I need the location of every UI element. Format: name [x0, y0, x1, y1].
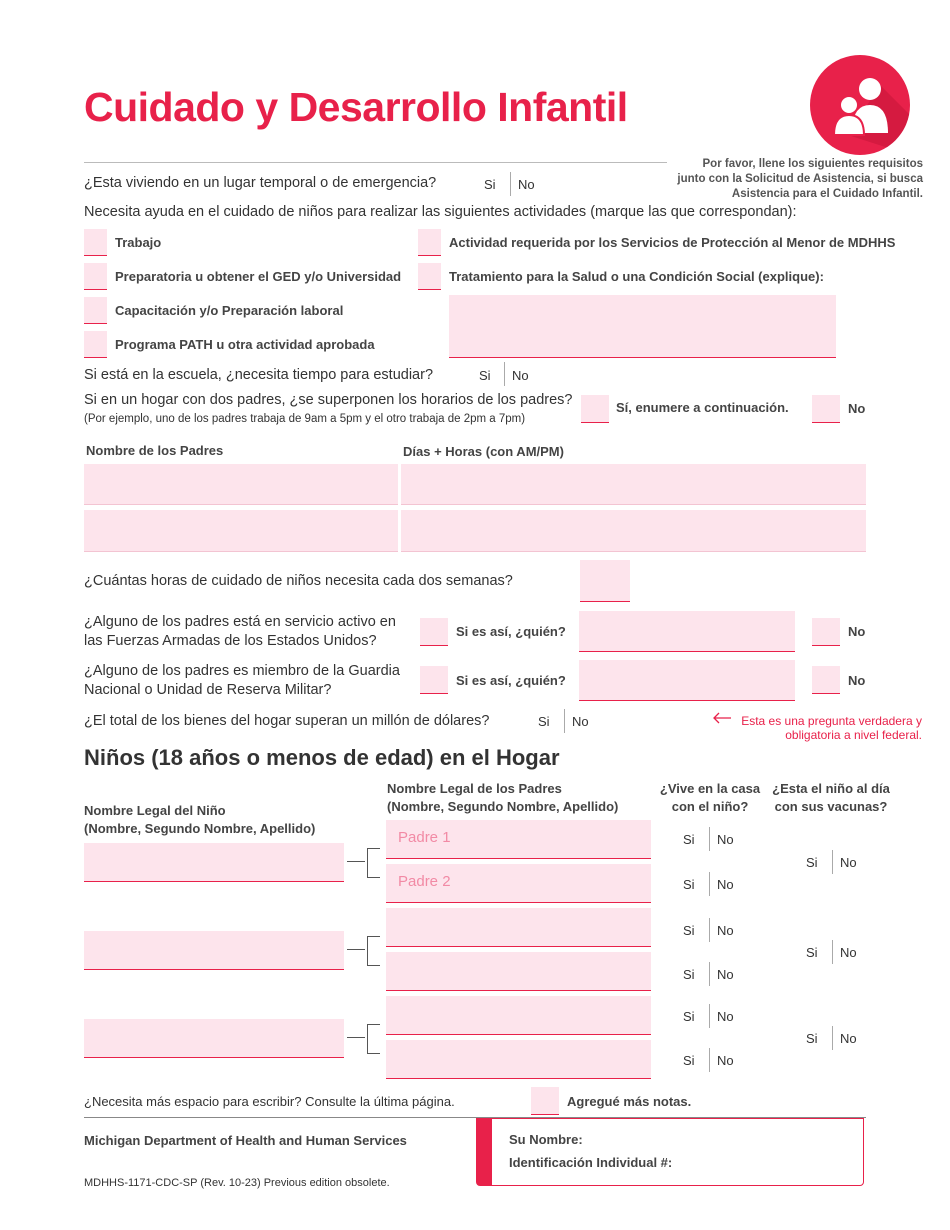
overlap-yes-label: Sí, enumere a continuación.	[616, 400, 789, 415]
work-label: Trabajo	[115, 235, 162, 250]
parent-name-field[interactable]	[386, 1040, 651, 1079]
no-option[interactable]: No	[512, 368, 529, 383]
school-label: Preparatoria u obtener el GED y/o Universidad	[115, 269, 402, 284]
yes-option[interactable]: Si	[484, 177, 496, 192]
id-box	[476, 1118, 864, 1186]
parent-name-field[interactable]	[84, 464, 398, 505]
assets-note-line2: obligatoria a nivel federal.	[785, 728, 922, 742]
bracket	[367, 936, 380, 966]
child-name-header-line2: (Nombre, Segundo Nombre, Apellido)	[84, 821, 316, 836]
assets-note-line1: Esta es una pregunta verdadera y	[741, 714, 922, 728]
divider	[709, 872, 710, 896]
overlap-no-label: No	[848, 401, 866, 416]
individual-id-label: Identificación Individual #:	[509, 1155, 673, 1170]
divider	[709, 1004, 710, 1028]
guard-yes-checkbox[interactable]	[420, 666, 448, 694]
bracket-line	[347, 1037, 365, 1038]
mdhhs-checkbox[interactable]	[418, 229, 441, 256]
bracket	[367, 1024, 380, 1054]
divider	[832, 850, 833, 874]
no-option[interactable]: No	[518, 177, 535, 192]
vaccine-header-line1: ¿Esta el niño al día	[772, 781, 890, 796]
added-notes-label: Agregué más notas.	[567, 1094, 692, 1109]
hours-field[interactable]	[580, 560, 630, 602]
overlap-question: Si en un hogar con dos padres, ¿se superponen los horarios de los padres?	[84, 392, 573, 408]
study-time-question: Si está en la escuela, ¿necesita tiempo para estudiar?	[84, 367, 434, 383]
divider	[84, 162, 667, 163]
bracket	[367, 848, 380, 878]
parent-name-field[interactable]	[386, 908, 651, 947]
yes-option[interactable]: Si	[479, 368, 491, 383]
no-option[interactable]: No	[717, 923, 734, 938]
parent-name-field[interactable]	[386, 996, 651, 1035]
schedule-parent-header: Nombre de los Padres	[86, 443, 224, 458]
no-option[interactable]: No	[717, 832, 734, 847]
military-who-label: Si es así, ¿quién?	[456, 624, 566, 639]
parent-name-header-line2: (Nombre, Segundo Nombre, Apellido)	[387, 799, 619, 814]
military-question-line1: ¿Alguno de los padres está en servicio activo en	[84, 614, 396, 630]
divider	[709, 827, 710, 851]
days-hours-field[interactable]	[401, 464, 866, 505]
overlap-example: (Por ejemplo, uno de los padres trabaja de 9am a 5pm y el otro trabaja de 2pm a 7pm)	[84, 413, 526, 425]
divider	[564, 709, 565, 733]
parent-name-header-line1: Nombre Legal de los Padres	[387, 781, 562, 796]
child-name-field[interactable]	[84, 1019, 344, 1058]
health-explain-field[interactable]	[449, 295, 836, 358]
no-option[interactable]: No	[840, 1031, 857, 1046]
department-name: Michigan Department of Health and Human Services	[84, 1133, 407, 1148]
parent2-placeholder: Padre 2	[398, 873, 451, 890]
mdhhs-label: Actividad requerida por los Servicios de Protección al Menor de MDHHS	[449, 235, 896, 250]
training-checkbox[interactable]	[84, 297, 107, 324]
health-label: Tratamiento para la Salud o una Condición Social (explique):	[449, 269, 824, 284]
child-name-header-line1: Nombre Legal del Niño	[84, 803, 226, 818]
lives-header-line1: ¿Vive en la casa	[659, 781, 761, 796]
guard-who-label: Si es así, ¿quién?	[456, 673, 566, 688]
guard-no-checkbox[interactable]	[812, 666, 840, 694]
military-yes-checkbox[interactable]	[420, 618, 448, 646]
child-name-field[interactable]	[84, 843, 344, 882]
assets-note	[700, 714, 922, 742]
parent-name-field[interactable]	[386, 820, 651, 859]
instructions: Por favor, llene los siguientes requisitos junto con la Solicitud de Asistencia, si busca Asistencia para el Cuidado Infantil.	[677, 158, 923, 200]
divider	[709, 1048, 710, 1072]
more-space-text: ¿Necesita más espacio para escribir? Consulte la última página.	[84, 1094, 455, 1109]
divider	[504, 362, 505, 386]
health-checkbox[interactable]	[418, 263, 441, 290]
form-id: MDHHS-1171-CDC-SP (Rev. 10-23) Previous edition obsolete.	[84, 1177, 390, 1189]
bracket-line	[347, 949, 365, 950]
parent-name-field[interactable]	[386, 864, 651, 903]
parent-name-field[interactable]	[386, 952, 651, 991]
parent1-placeholder: Padre 1	[398, 829, 451, 846]
schedule-days-header: Días + Horas (con AM/PM)	[403, 444, 564, 459]
divider	[709, 918, 710, 942]
yes-option[interactable]: Si	[683, 877, 695, 892]
no-option[interactable]: No	[717, 1053, 734, 1068]
guard-question-line1: ¿Alguno de los padres es miembro de la Guardia	[84, 663, 400, 679]
divider	[832, 1026, 833, 1050]
vaccine-header-line2: con sus vacunas?	[774, 799, 888, 814]
military-no-label: No	[848, 624, 866, 639]
guard-no-label: No	[848, 673, 866, 688]
training-label: Capacitación y/o Preparación laboral	[115, 303, 344, 318]
yes-option[interactable]: Si	[683, 832, 695, 847]
added-notes-checkbox[interactable]	[531, 1087, 559, 1115]
parent-name-field[interactable]	[84, 510, 398, 552]
divider	[832, 940, 833, 964]
no-option[interactable]: No	[717, 967, 734, 982]
path-checkbox[interactable]	[84, 331, 107, 358]
assets-question: ¿El total de los bienes del hogar superan un millón de dólares?	[84, 713, 490, 729]
no-option[interactable]: No	[840, 945, 857, 960]
no-option[interactable]: No	[840, 855, 857, 870]
yes-option[interactable]: Si	[683, 967, 695, 982]
yes-option[interactable]: Si	[538, 714, 550, 729]
temp-housing-question: ¿Esta viviendo en un lugar temporal o de emergencia?	[84, 175, 437, 191]
your-name-label: Su Nombre:	[509, 1132, 583, 1147]
days-hours-field[interactable]	[401, 510, 866, 552]
yes-option[interactable]: Si	[806, 1031, 818, 1046]
child-name-field[interactable]	[84, 931, 344, 970]
overlap-yes-checkbox[interactable]	[581, 395, 609, 423]
children-heading: Niños (18 años o menos de edad) en el Hogar	[84, 745, 560, 770]
no-option[interactable]: No	[572, 714, 589, 729]
path-label: Programa PATH u otra actividad aprobada	[115, 337, 375, 352]
yes-option[interactable]: Si	[683, 923, 695, 938]
divider	[510, 172, 511, 196]
guard-who-field[interactable]	[579, 660, 795, 701]
school-checkbox[interactable]	[84, 263, 107, 290]
guard-question-line2: Nacional o Unidad de Reserva Militar?	[84, 682, 332, 698]
people-icon	[810, 55, 910, 155]
bracket-line	[347, 861, 365, 862]
no-option[interactable]: No	[717, 877, 734, 892]
page-title: Cuidado y Desarrollo Infantil	[84, 84, 628, 130]
no-option[interactable]: No	[717, 1009, 734, 1024]
military-question-line2: las Fuerzas Armadas de los Estados Unidos?	[84, 633, 377, 649]
yes-option[interactable]: Si	[683, 1053, 695, 1068]
overlap-no-checkbox[interactable]	[812, 395, 840, 423]
activities-question: Necesita ayuda en el cuidado de niños para realizar las siguientes actividades (marque las que correspondan):	[84, 204, 797, 220]
military-no-checkbox[interactable]	[812, 618, 840, 646]
lives-header-line2: con el niño?	[671, 799, 749, 814]
work-checkbox[interactable]	[84, 229, 107, 256]
hours-question: ¿Cuántas horas de cuidado de niños necesita cada dos semanas?	[84, 573, 513, 589]
military-who-field[interactable]	[579, 611, 795, 652]
divider	[709, 962, 710, 986]
yes-option[interactable]: Si	[806, 945, 818, 960]
yes-option[interactable]: Si	[683, 1009, 695, 1024]
yes-option[interactable]: Si	[806, 855, 818, 870]
